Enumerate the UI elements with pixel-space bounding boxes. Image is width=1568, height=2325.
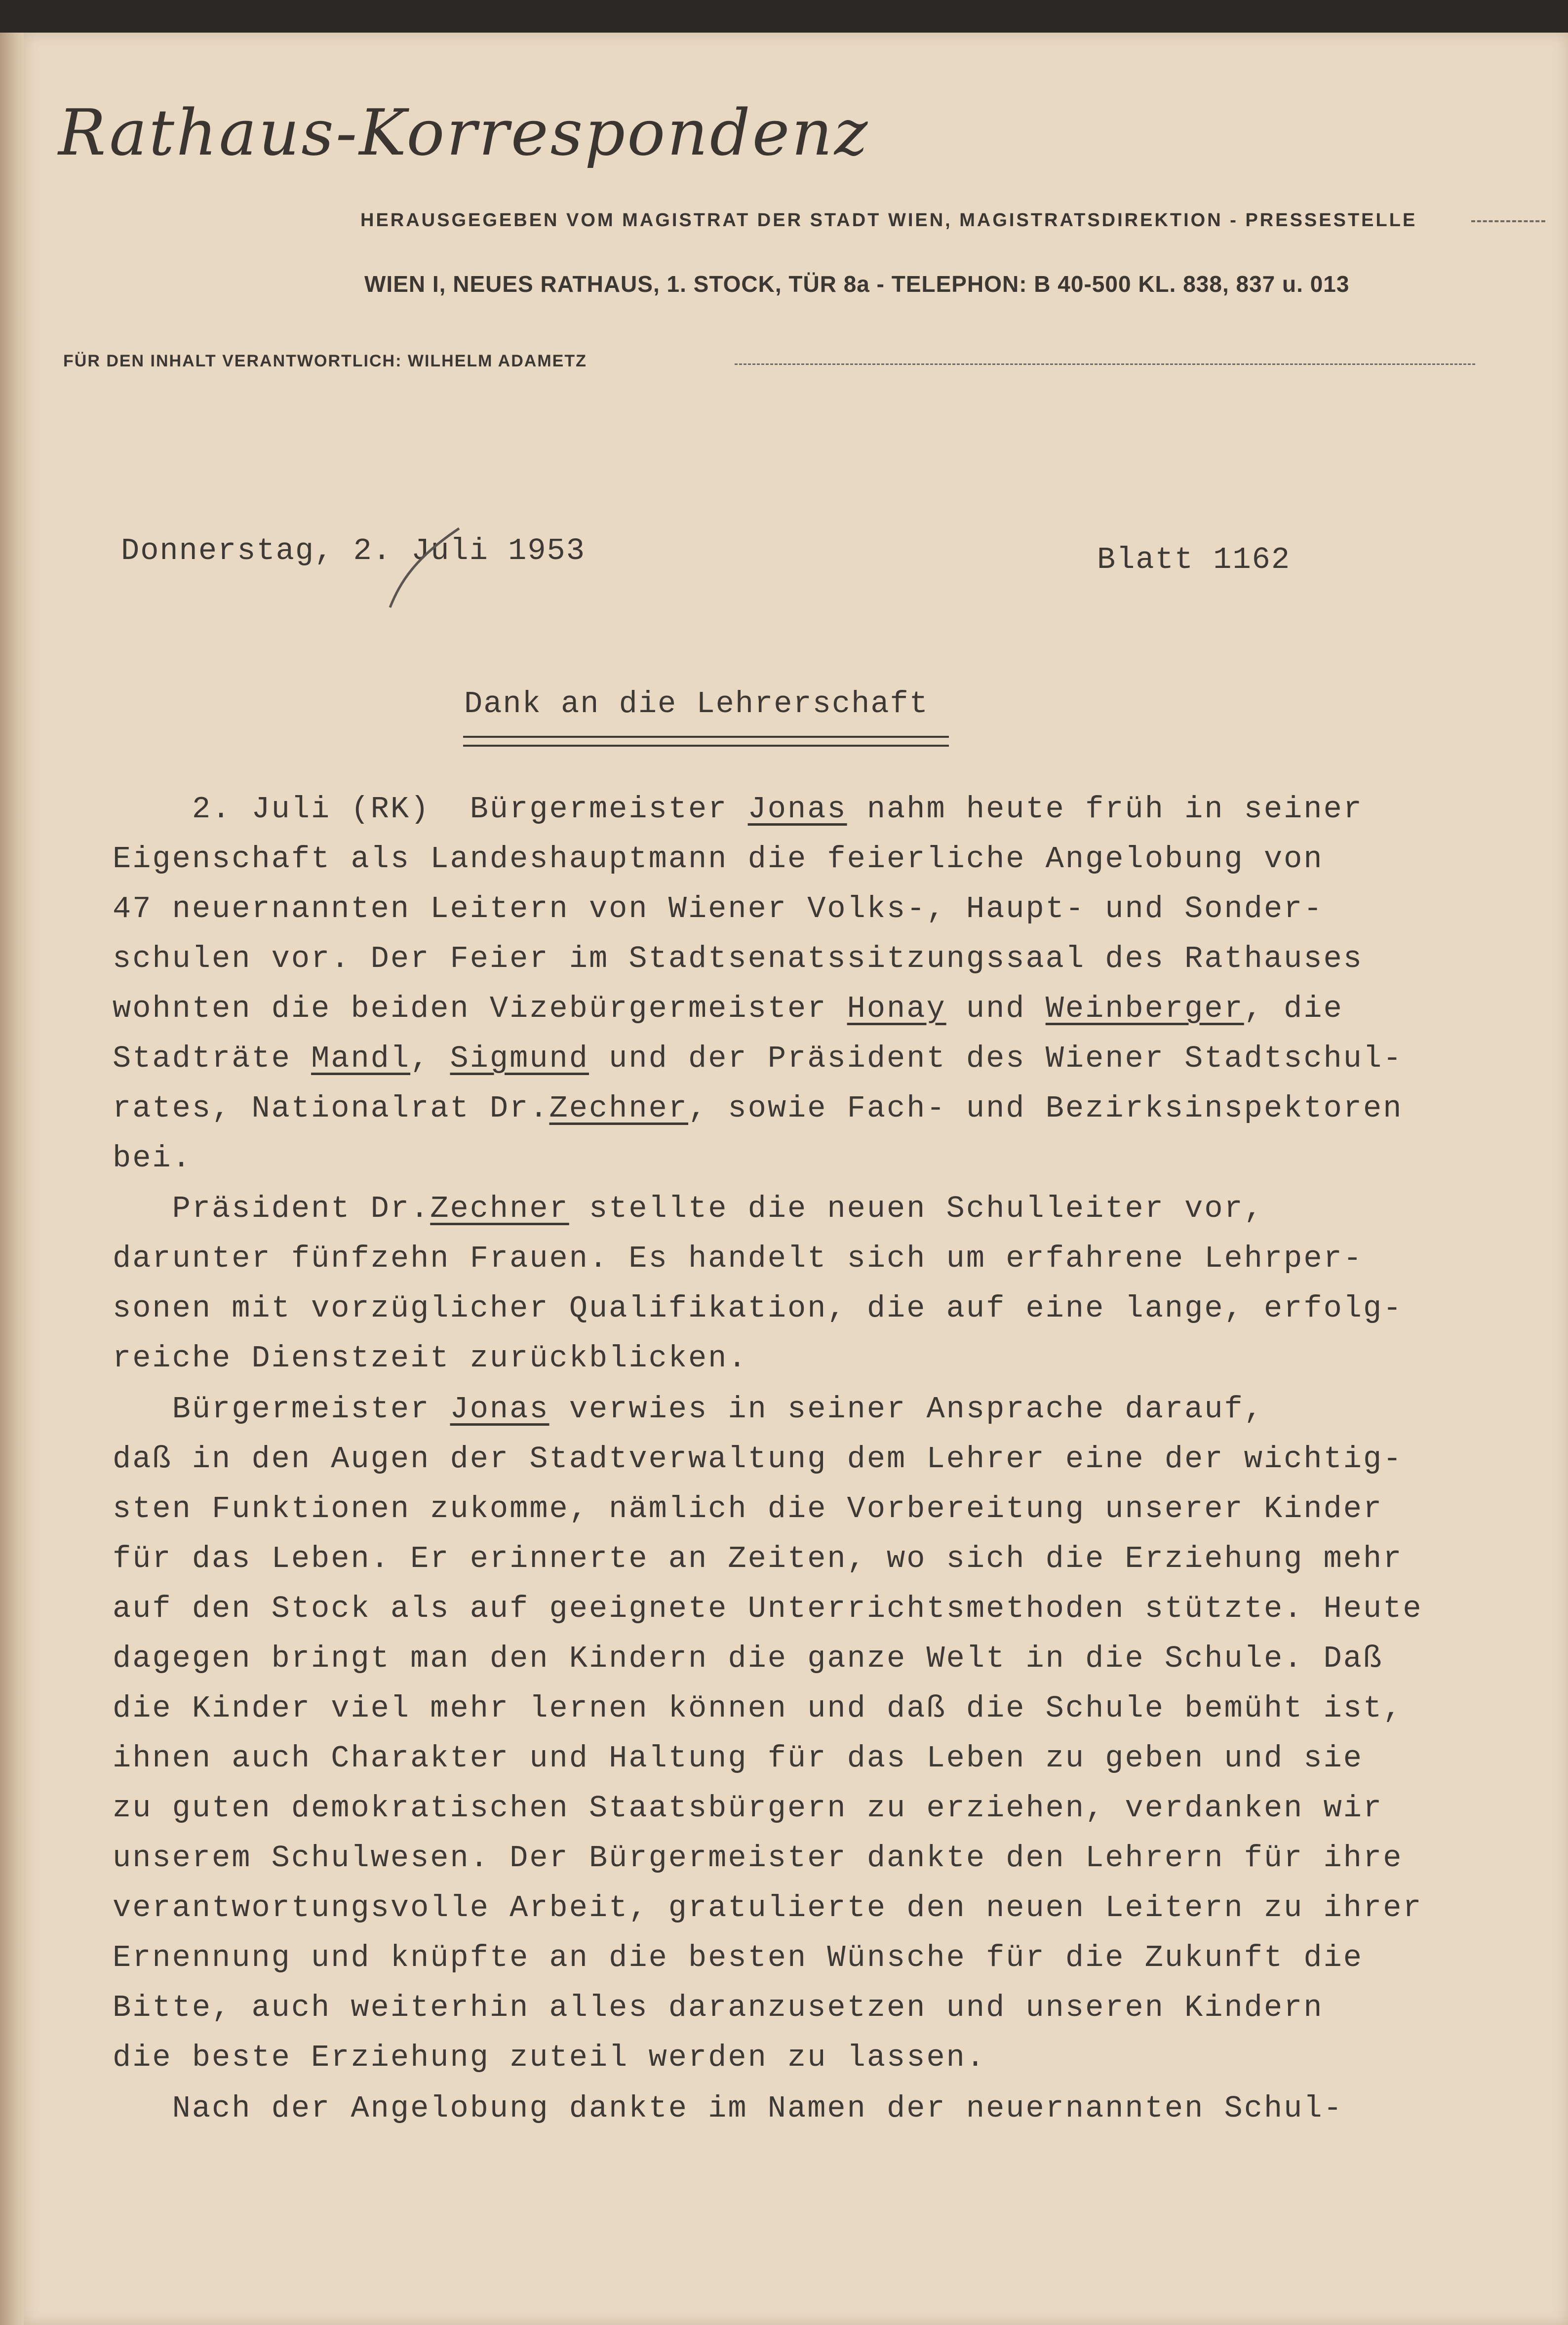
text-line: [113, 1484, 1485, 1534]
text-run: 47 neuernannten Leitern von Wiener Volks-, Haupt- und Sonder-: [113, 891, 1324, 926]
text-line: [113, 1983, 1485, 2033]
text-run: reiche Dienstzeit zurückblicken.: [113, 1341, 748, 1376]
underlined-name: Zechner: [549, 1091, 688, 1126]
text-run: Eigenschaft als Landeshauptmann die feierliche Angelobung von: [113, 842, 1324, 877]
text-line: [113, 1234, 1485, 1283]
underlined-name: Honay: [847, 991, 946, 1026]
sheet-number: Blatt 1162: [1097, 542, 1291, 577]
text-run: rates, Nationalrat Dr.: [113, 1091, 549, 1126]
text-line: [113, 1133, 1485, 1183]
text-run: dagegen bringt man den Kindern die ganze Welt in die Schule. Daß: [113, 1641, 1383, 1676]
text-line: [113, 2033, 1485, 2083]
text-run: wohnten die beiden Vizebürgermeister: [113, 991, 847, 1026]
text-run: schulen vor. Der Feier im Stadtsenatssitzungssaal des Rathauses: [113, 941, 1363, 976]
underlined-name: Sigmund: [450, 1041, 589, 1076]
text-line: [113, 1283, 1485, 1333]
text-run: die Kinder viel mehr lernen können und daß die Schule bemüht ist,: [113, 1691, 1403, 1726]
text-line: [113, 1684, 1485, 1733]
text-run: , sowie Fach- und Bezirksinspektoren: [688, 1091, 1403, 1126]
text-run: Bürgermeister: [113, 1392, 450, 1427]
paragraph-4: [113, 2084, 1485, 2133]
text-line: [113, 834, 1485, 884]
text-line: [113, 884, 1485, 934]
paragraph-1: [113, 784, 1485, 1183]
text-run: , die: [1244, 991, 1343, 1026]
letterhead-logo: Rathaus-Korrespondenz: [58, 96, 870, 170]
text-line: [113, 784, 1485, 834]
text-run: Stadträte: [113, 1041, 312, 1076]
underlined-name: Zechner: [430, 1191, 569, 1226]
text-run: stellte die neuen Schulleiter vor,: [569, 1191, 1264, 1226]
letterhead-responsible: FÜR DEN INHALT VERANTWORTLICH: WILHELM ADAMETZ: [63, 352, 587, 370]
text-run: ,: [410, 1041, 450, 1076]
text-line: [113, 1883, 1485, 1933]
text-run: unserem Schulwesen. Der Bürgermeister dankte den Lehrern für ihre: [113, 1841, 1403, 1876]
text-run: Präsident Dr.: [113, 1191, 431, 1226]
text-run: Ernennung und knüpfte an die besten Wünsche für die Zukunft die: [113, 1940, 1363, 1975]
text-line: [113, 1333, 1485, 1383]
text-run: und der Präsident des Wiener Stadtschul-: [588, 1041, 1403, 1076]
text-line: [113, 1783, 1485, 1833]
article-title: Dank an die Lehrerschaft: [464, 686, 929, 722]
text-run: zu guten demokratischen Staatsbürgern zu erziehen, verdanken wir: [113, 1791, 1383, 1826]
letterhead-publisher: HERAUSGEGEBEN VOM MAGISTRAT DER STADT WIEN, MAGISTRATSDIREKTION - PRESSESTELLE: [360, 210, 1417, 231]
text-line: [113, 1083, 1485, 1133]
paragraph-2: [113, 1184, 1485, 1383]
underlined-name: Mandl: [311, 1041, 411, 1076]
text-run: bei.: [113, 1141, 192, 1176]
underlined-name: Weinberger: [1045, 991, 1244, 1026]
text-line: [113, 1184, 1485, 1234]
underlined-name: Jonas: [747, 792, 847, 827]
letterhead-rule-1: [1471, 220, 1545, 222]
text-run: Nach der Angelobung dankte im Namen der neuernannten Schul-: [113, 2091, 1343, 2126]
text-run: Bitte, auch weiterhin alles daranzusetzen und unseren Kindern: [113, 1990, 1324, 2025]
text-run: nahm heute früh in seiner: [847, 792, 1363, 827]
text-line: [113, 1384, 1485, 1434]
text-line: [113, 1733, 1485, 1783]
text-line: [113, 1833, 1485, 1883]
check-mark-icon: [380, 523, 469, 612]
text-line: [113, 934, 1485, 984]
letterhead-rule-2: [735, 363, 1475, 365]
paragraph-3: [113, 1384, 1485, 2083]
text-run: ihnen auch Charakter und Haltung für das Leben zu geben und sie: [113, 1741, 1363, 1776]
text-line: [113, 1933, 1485, 1983]
underlined-name: Jonas: [450, 1392, 549, 1427]
text-run: verwies in seiner Ansprache darauf,: [549, 1392, 1264, 1427]
text-run: verantwortungsvolle Arbeit, gratulierte den neuen Leitern zu ihrer: [113, 1890, 1423, 1925]
text-run: 2. Juli (RK) Bürgermeister: [113, 792, 748, 827]
text-run: und: [946, 991, 1046, 1026]
dateline: Donnerstag, 2. Juli 1953: [121, 533, 586, 568]
text-line: [113, 2084, 1485, 2133]
title-double-underline: [463, 736, 949, 747]
text-run: die beste Erziehung zuteil werden zu lassen.: [113, 2040, 986, 2075]
text-line: [113, 1634, 1485, 1684]
text-run: sten Funktionen zukomme, nämlich die Vorbereitung unserer Kinder: [113, 1491, 1383, 1526]
text-line: [113, 1584, 1485, 1634]
text-line: [113, 1434, 1485, 1484]
text-line: [113, 1534, 1485, 1584]
text-run: darunter fünfzehn Frauen. Es handelt sich um erfahrene Lehrper-: [113, 1241, 1363, 1276]
letterhead-address: WIEN I, NEUES RATHAUS, 1. STOCK, TÜR 8a - TELEPHON: B 40-500 KL. 838, 837 u. 013: [364, 271, 1350, 297]
text-run: auf den Stock als auf geeignete Unterrichtsmethoden stützte. Heute: [113, 1591, 1423, 1626]
text-run: für das Leben. Er erinnerte an Zeiten, wo sich die Erziehung mehr: [113, 1541, 1403, 1576]
text-line: [113, 984, 1485, 1034]
text-run: daß in den Augen der Stadtverwaltung dem Lehrer eine der wichtig-: [113, 1442, 1403, 1477]
text-run: sonen mit vorzüglicher Qualifikation, die auf eine lange, erfolg-: [113, 1291, 1403, 1326]
text-line: [113, 1034, 1485, 1083]
